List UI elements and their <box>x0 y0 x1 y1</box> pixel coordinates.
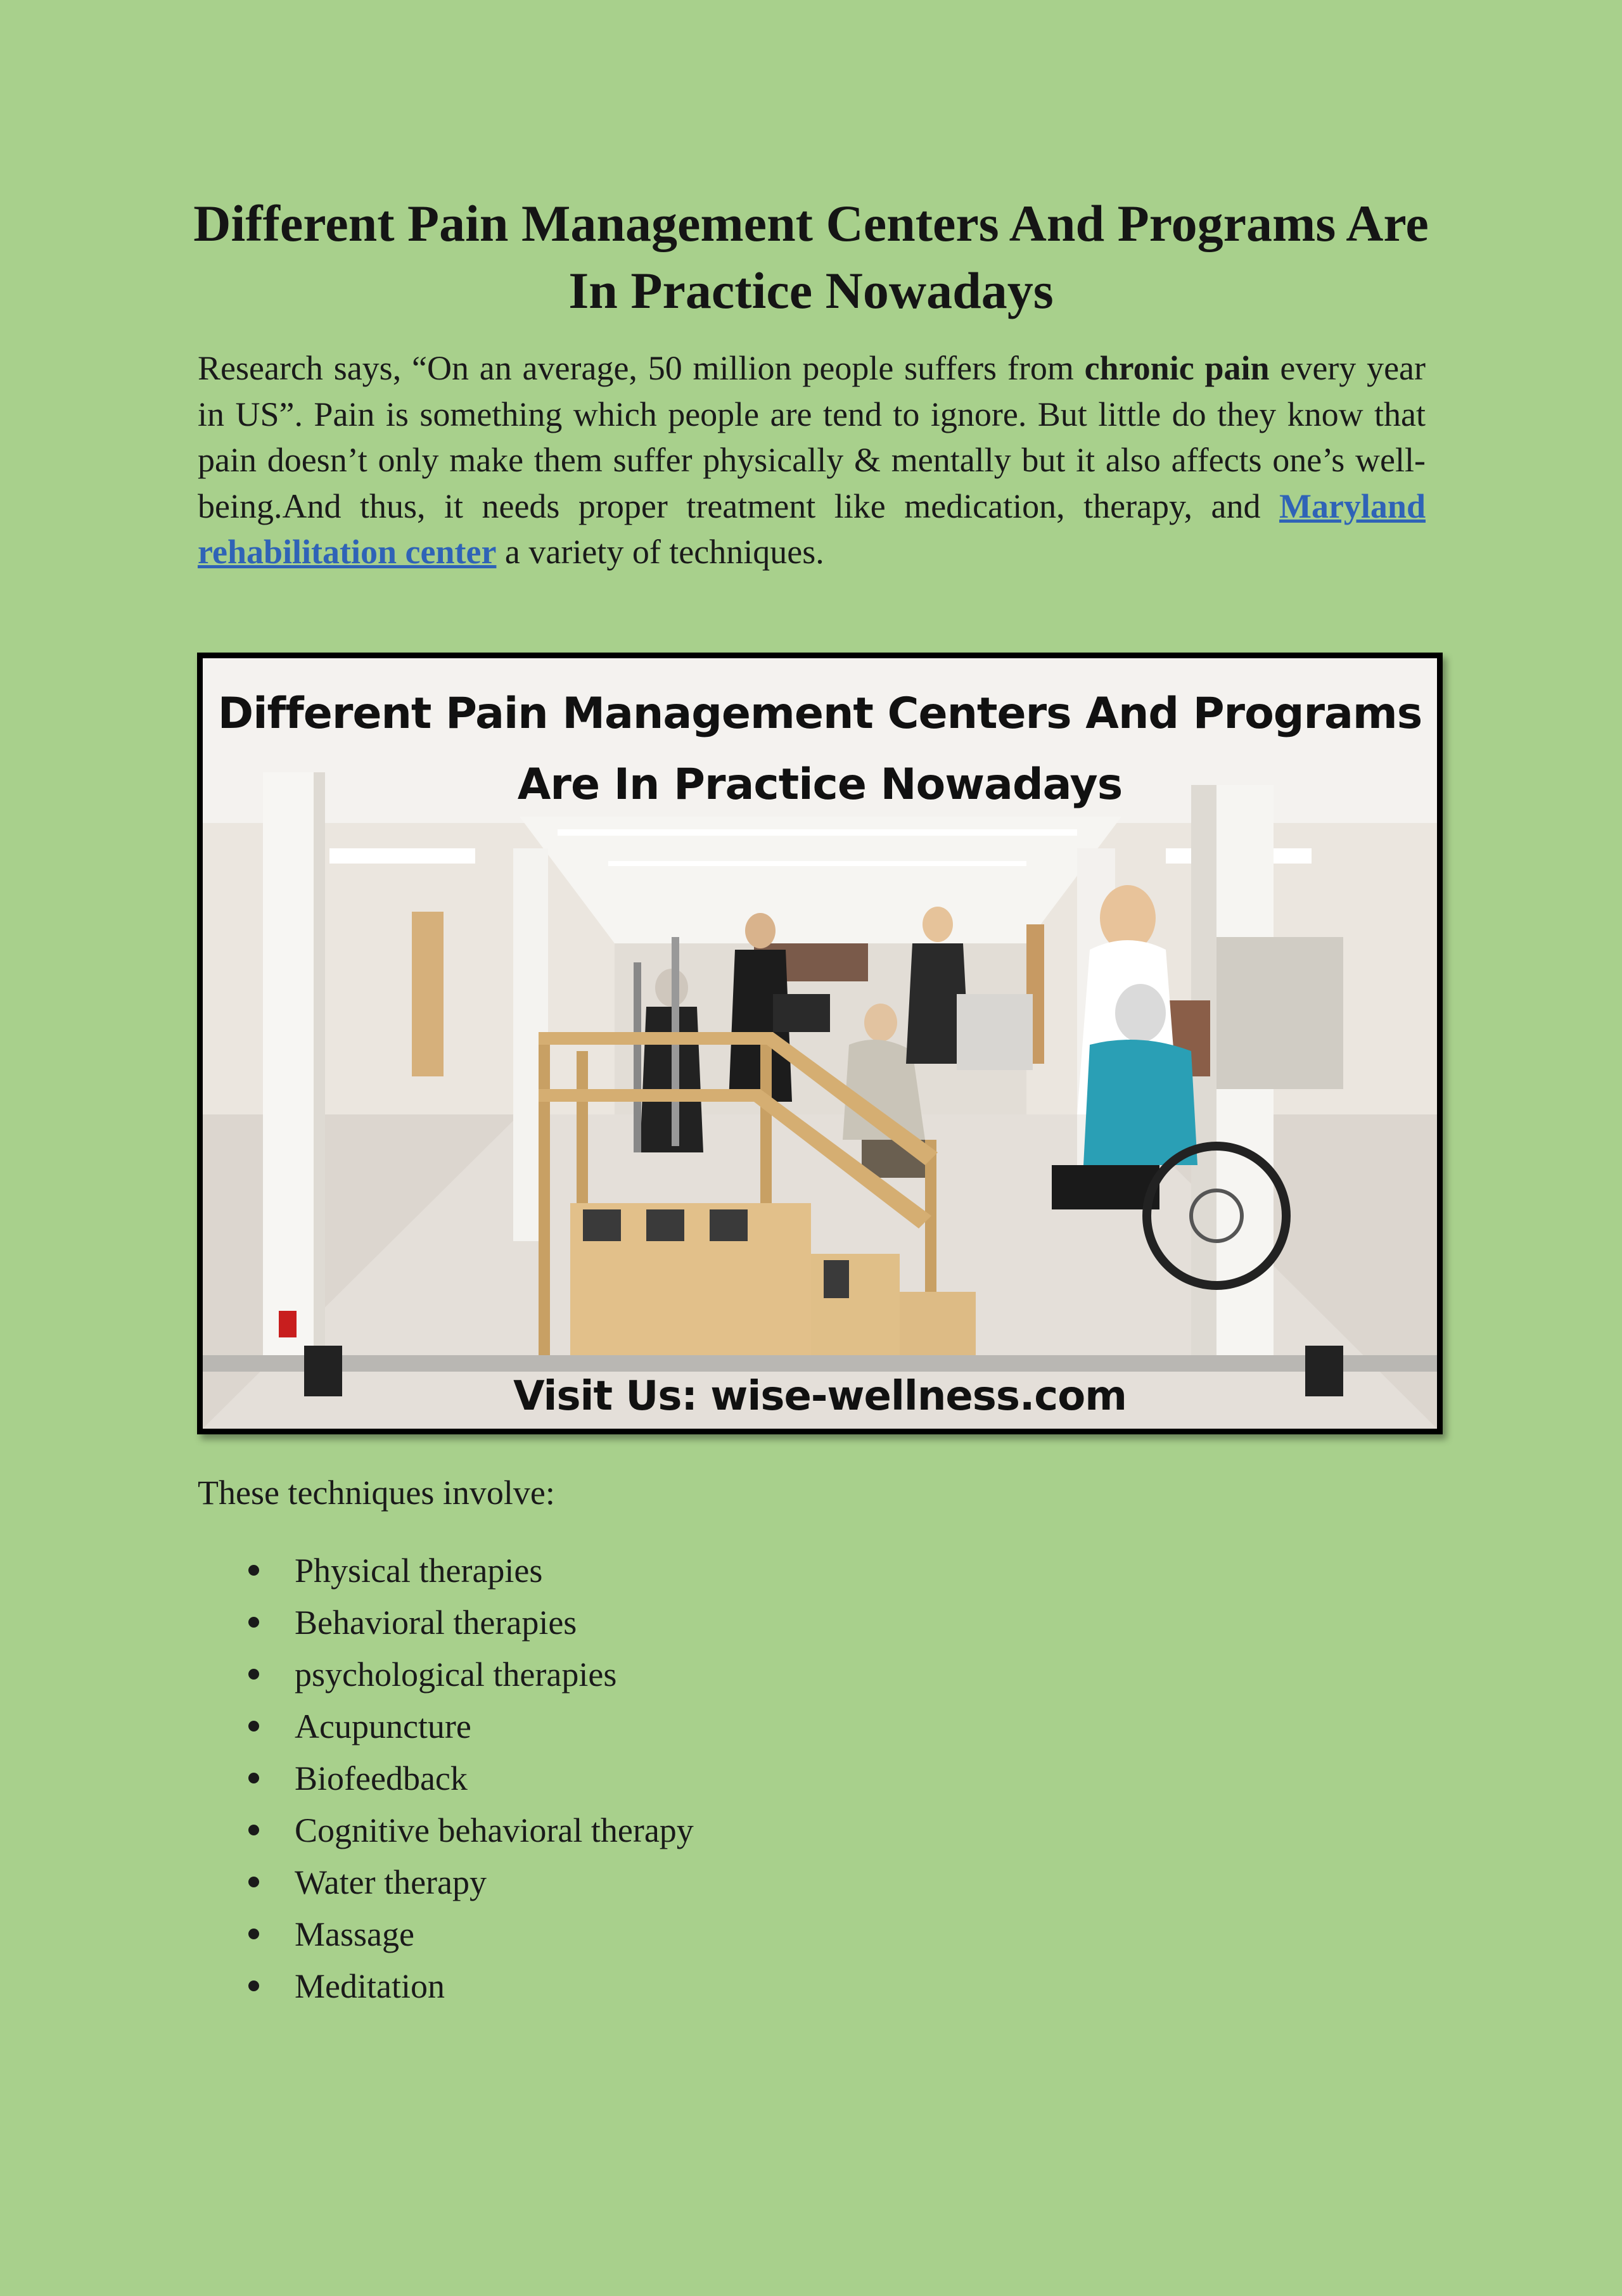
page-title: Different Pain Management Centers And Programs Are In Practice Nowadays <box>193 195 1429 319</box>
list-item-label: Meditation <box>295 1967 445 2005</box>
list-item-label: Water therapy <box>295 1863 487 1901</box>
list-item <box>198 1960 694 2012</box>
list-item <box>198 1545 694 1597</box>
bullet-icon <box>248 1721 259 1732</box>
bullet-icon <box>248 1565 259 1576</box>
list-item <box>198 1856 694 1908</box>
banner-heading: Different Pain Management Centers And Programs Are In Practice Nowadays <box>217 689 1422 810</box>
list-item <box>198 1597 694 1649</box>
bullet-icon <box>248 1773 259 1783</box>
intro-text-after: a variety of techniques. <box>496 533 824 571</box>
list-item-label: Physical therapies <box>295 1552 543 1590</box>
list-item-label: psychological therapies <box>295 1655 617 1693</box>
maryland-rehabilitation-link[interactable]: Maryland rehabilitation center <box>198 487 1426 571</box>
list-item <box>198 1804 694 1856</box>
list-item-label: Cognitive behavioral therapy <box>295 1811 694 1849</box>
list-item <box>198 1908 694 1960</box>
list-item-label: Behavioral therapies <box>295 1604 577 1642</box>
intro-paragraph <box>198 345 1426 575</box>
list-item <box>198 1700 694 1752</box>
list-item-label: Acupuncture <box>295 1707 471 1745</box>
list-item-label: Biofeedback <box>295 1759 468 1797</box>
bullet-icon <box>248 1669 259 1680</box>
list-item <box>198 1649 694 1700</box>
list-item-label: Massage <box>295 1915 414 1953</box>
bullet-icon <box>248 1929 259 1939</box>
intro-bold-chronic-pain: chronic pain <box>1084 349 1270 387</box>
bullet-icon <box>248 1877 259 1887</box>
banner-image <box>197 653 1443 1434</box>
bullet-icon <box>248 1825 259 1835</box>
intro-text-middle: every year in US”. Pain is something which people are tend to ignore. But little do they know that pain doesn’t only make them suffer physically & mentally but it also affects one’s well-being.And thus, it needs proper treatment like medication, therapy, and <box>198 349 1426 525</box>
bullet-icon <box>248 1980 259 1991</box>
techniques-list <box>198 1545 694 2012</box>
techniques-lead: These techniques involve: <box>198 1474 555 1512</box>
list-item <box>198 1752 694 1804</box>
intro-text-before: Research says, “On an average, 50 million people suffers from <box>198 349 1085 387</box>
banner-visit-text: Visit Us: wise-wellness.com <box>513 1373 1127 1420</box>
bullet-icon <box>248 1617 259 1628</box>
